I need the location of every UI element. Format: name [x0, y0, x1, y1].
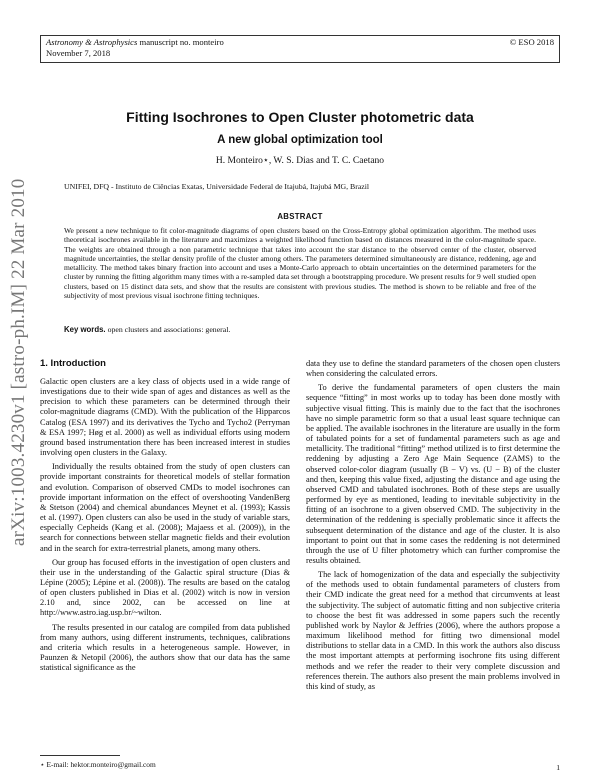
- paragraph: Individually the results obtained from the study of open clusters can provide important constraints for theoretical models of stellar formation and evolution. Comparison of observed CMDs to model isochrones can provide important information on the effect of overshooting VandenBerg & Stetson (2004) and chemical abundances Meynet et al. (1993); Kassis et al. (1997). Open clusters can also be used in the study of variable stars, especially Cepheids (Kang et al. (2008); Majaess et al. (2009)), in the search for connections between stellar magnetic fields and their evolution and in the search for extra-terrestrial planets, among many others.: [40, 462, 290, 553]
- paper-subtitle: A new global optimization tool: [217, 134, 383, 146]
- page-number: 1: [556, 763, 560, 772]
- footnote-rule: [40, 755, 120, 756]
- author-list: H. Monteiro⋆, W. S. Dias and T. C. Caetano: [215, 156, 385, 166]
- keywords: [64, 325, 230, 334]
- affiliation: UNIFEI, DFQ - Instituto de Ciências Exatas, Universidade Federal de Itajubá, Itajubá MG, Brazil: [64, 182, 370, 191]
- keywords-text: open clusters and associations: general.: [107, 325, 231, 334]
- header-date: November 7, 2018: [46, 48, 111, 58]
- left-column: [40, 377, 290, 673]
- right-column: [306, 359, 560, 692]
- paragraph: The results presented in our catalog are compiled from data published from many authors, using different instruments, techniques, calibrations and criteria which results in a heterogeneous sample. However, in Paunzen & Netopil (2006), the authors show that our data has the same statistical significance as the: [40, 622, 290, 673]
- paragraph: Our group has focused efforts in the investigation of open clusters and their use in the understanding of the Galactic spiral structure (Dias & Lépine (2005); Lépine et al. (2008)). The results are based on the catalog of open clusters published in Dias et al. (2002) witch is now in version 2.10 and, since 2002, can be accessed on line at http://www.astro.iag.usp.br/~wilton.: [40, 557, 290, 618]
- paragraph: Galactic open clusters are a key class of objects used in a wide range of investigations due to their wide span of ages and distances as well as the precision to which these parameters can be determined through their color-magnitude diagrams (CMD). With the publication of the Hipparcos Catalog (ESA 1997) and its derivatives the Tycho and Tycho2 (Perryman & ESA 1997; Høg et al. 2000) as well as individual efforts using modern ground based instrumentation there has been increased interest in studies involving open clusters in the Galaxy.: [40, 377, 290, 458]
- manuscript-number: manuscript no. monteiro: [139, 37, 224, 47]
- copyright: © ESO 2018: [509, 37, 554, 47]
- paragraph: The lack of homogenization of the data and especially the subjectivity of the methods used to obtain fundamental parameters of clusters from their CMD indicate the great need for a method that circumvents at least the subjectivity. The subject of automatic fitting and non subjective criteria to choose the best fit was addressed in some papers such the recently published work by Naylor & Jeffries (2006), where the authors propose a maximum likelihood method for fitting two dimensional model distributions to stellar data in a CMD. In this work the authors also discuss the most important attempts at performing isochrone fits using different methods and we refer the reader to their very complete discussion and references therein. The authors also present the main problems involved in this kind of study, as: [306, 570, 560, 691]
- paragraph: To derive the fundamental parameters of open clusters the main sequence “fitting” in most works up to today has been done mostly with subjective visual fitting. This is mainly due to the fact that the isochrones have no simple parametric form so that a usual least square technique can be applied. The available isochrones in the literature are usually in the form of tabulated points for a set of fundamental parameters such as age and metallicity. The traditional “fitting” method utilized is to first determine the reddening by adjusting a Zero Age Main Sequence (ZAMS) to the observed color-color diagram (usually (B − V) vs. (U − B) of the cluster and then, keeping this value fixed, adjusting the distance and age using the observed CMD and tabulated isochrones. Both of these steps are usually performed by eye as mentioned, leading to inevitable subjectivity in the fitting of an isochrone to a given observed CMD. The subjectivity in the determination of the reddening is specially problematic since it affects the subsequent determination of the distance and age of the cluster. It is also important to point out that in some cases the reddening is not determined through the use of U filter photometry which can further compromise the results obtained.: [306, 383, 560, 565]
- paper-title: Fitting Isochrones to Open Cluster photometric data: [126, 109, 474, 125]
- footnote: ⋆ E-mail: hektor.monteiro@gmail.com: [40, 760, 156, 769]
- journal-header: [46, 37, 224, 59]
- keywords-label: Key words.: [64, 325, 106, 334]
- abstract-heading: ABSTRACT: [277, 212, 323, 221]
- section-heading: 1. Introduction: [40, 358, 106, 369]
- arxiv-identifier: arXiv:1003.4230v1 [astro-ph.IM] 22 Mar 2010: [8, 178, 29, 546]
- abstract-text: We present a new technique to fit color-magnitude diagrams of open clusters based on the Cross-Entropy global optimization algorithm. The method uses theoretical isochrones available in the literature and maximizes a weighted likelihood function based on distances measured in the color-magnitude space. The weights are obtained through a non parametric technique that takes into account the star distance to the observed center of the cluster, observed magnitude uncertainties, the stellar density profile of the cluster among others. The parameters determined simultaneously are distance, reddening, age and metallicity. The method takes binary fraction into account and uses a Monte-Carlo approach to obtain uncertainties on the determined parameters for the cluster by running the fitting algorithm many times with a re-sampled data set through a bootstrapping procedure. We present results for 9 well studied open clusters, based on 15 distinct data sets, and show that the results are consistent with previous studies. The method is shown to be reliable and free of the subjectivity of most previous visual isochrone fitting techniques.: [64, 226, 536, 301]
- journal-name: Astronomy & Astrophysics: [46, 37, 138, 47]
- paragraph: data they use to define the standard parameters of the chosen open clusters when considering the calculated errors.: [306, 359, 560, 379]
